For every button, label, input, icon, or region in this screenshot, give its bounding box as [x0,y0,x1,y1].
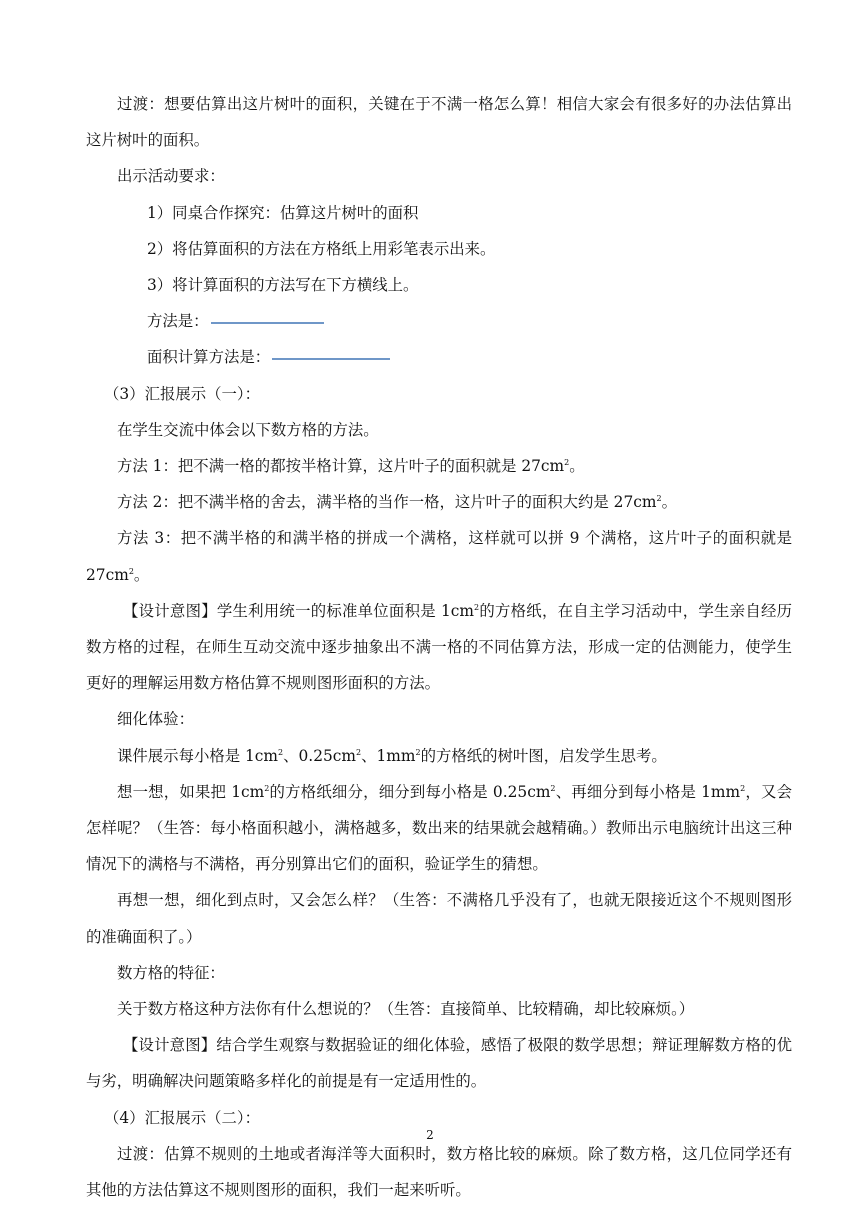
paragraph-design-intent-2: 【设计意图】结合学生观察与数据验证的细化体验，感悟了极限的数学思想；辩证理解数方格的优与劣，明确解决问题策略多样化的前提是有一定适用性的。 [86,1036,792,1091]
paragraph-method-1: 方法 1：把不满一格的都按半格计算，这片叶子的面积就是 $27cm^2$。 [117,457,585,476]
method-label: 方法是： [147,312,209,331]
area-method-line [86,339,792,375]
paragraph-activity-requirements: 出示活动要求： [117,167,225,186]
paragraph-courseware-display: 课件展示每小格是 $1cm^2$、$0.25cm^2$、$1mm^2$的方格纸的树叶图，启发学生思考。 [117,746,667,765]
paragraph-method-2: 方法 2：把不满半格的舍去，满半格的当作一格，这片叶子的面积大约是 $27cm^2$。 [117,493,677,512]
requirement-item-2: 2）将估算面积的方法在方格纸上用彩笔表示出来。 [147,239,496,258]
paragraph-method-3: 方法 3：把不满半格的和满半格的拼成一个满格，这样就可以拼 9 个满格，这片叶子的面积就是 $27cm^2$。 [86,529,792,584]
section-heading-report-2: （4）汇报展示（二）： [104,1108,260,1127]
paragraph-transition-2: 过渡：估算不规则的土地或者海洋等大面积时，数方格比较的麻烦。除了数方格，这几位同学还有其他的方法估算这不规则图形的面积，我们一起来听听。 [86,1144,792,1200]
paragraph-think-1: 想一想，如果把 $1cm^2$的方格纸细分，细分到每小格是 $0.25cm^2$、再细分到每小格是 $1mm^2$，又会怎样呢？（生答：每小格面积越小，满格越多，数出来的结果就会越精确。）教师出示电脑统计出这三种情况下的满格与不满格，再分别算出它们的面积，验证学生的猜想。 [86,782,792,874]
paragraph-refined-experience: 细化体验： [117,710,194,729]
requirement-item-1: 1）同桌合作探究：估算这片树叶的面积 [147,203,419,222]
area-method-blank [272,357,390,360]
area-method-label: 面积计算方法是： [147,348,271,367]
paragraph-transition-1: 过渡：想要估算出这片树叶的面积，关键在于不满一格怎么算！相信大家会有很多好的办法估算出这片树叶的面积。 [86,95,792,150]
page-number: 2 [426,1128,434,1142]
paragraph-think-2: 再想一想，细化到点时，又会怎么样？（生答：不满格几乎没有了，也就无限接近这个不规则图形的准确面积了。） [86,891,792,946]
method-blank [211,321,324,324]
section-heading-report-1: （3）汇报展示（一）： [104,384,260,403]
paragraph-grid-opinion: 关于数方格这种方法你有什么想说的？（生答：直接简单、比较精确，却比较麻烦。） [117,1000,695,1019]
requirement-item-3: 3）将计算面积的方法写在下方横线上。 [147,276,419,295]
document-body [86,86,792,1208]
paragraph-grid-methods-intro: 在学生交流中体会以下数方格的方法。 [117,420,379,439]
paragraph-design-intent-1: 【设计意图】学生利用统一的标准单位面积是 $1cm^2$的方格纸，在自主学习活动中，学生亲自经历数方格的过程，在师生互动交流中逐步抽象出不满一格的不同估算方法，形成一定的估测能力，使学生更好的理解运用数方格估算不规则图形面积的方法。 [86,601,792,693]
method-line [86,303,792,339]
paragraph-grid-features: 数方格的特征： [117,963,225,982]
